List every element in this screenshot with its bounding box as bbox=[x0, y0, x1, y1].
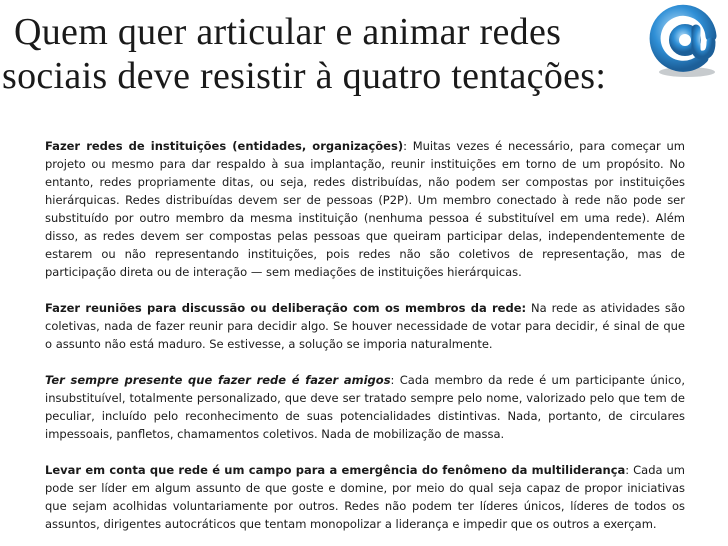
paragraph-body: : Cada membro da rede é um participante único, insubstituível, totalmente personalizado, que deve ser tratado sempre pelo nome, valorizado pelo que tem de peculiar, incluído pelo reconhecimento de suas potencialidades distintivas. Nada, portanto, de circulares impessoais, panfletos, chamamentos coletivos. Nada de mobilização de massa. bbox=[45, 373, 685, 441]
paragraph-friends bbox=[45, 371, 685, 443]
title-line-2: sociais deve resistir à quatro tentações: bbox=[2, 55, 607, 97]
slide-title bbox=[0, 10, 680, 98]
paragraph-lead: Levar em conta que rede é um campo para a emergência do fenômeno da multiliderança bbox=[45, 463, 626, 477]
paragraph-lead: Fazer redes de instituições (entidades, organizações) bbox=[45, 139, 404, 153]
paragraph-institutions bbox=[45, 137, 685, 281]
paragraph-body: Na rede as atividades são coletivas, nada de fazer reunir para decidir algo. Se houver necessidade de votar para decidir, é sinal de que o assunto não está maduro. Se estivesse, a solução se imporia naturalmente. bbox=[45, 301, 686, 351]
paragraph-meetings bbox=[45, 299, 685, 353]
paragraph-body: : Cada um pode ser líder em algum assunto de que goste e domine, por meio do qual seja capaz de propor iniciativas que sejam acolhidas voluntariamente por outros. Redes não podem ter líderes únicos, líderes de todos os assuntos, dirigentes autocráticos que tentam monopolizar a liderança e impedir que os outros a exerçam. bbox=[45, 463, 685, 531]
title-line-1: Quem quer articular e animar redes bbox=[14, 11, 562, 53]
content-body bbox=[45, 137, 685, 533]
at-sign-icon bbox=[645, 2, 725, 82]
paragraph-body: : Muitas vezes é necessário, para começar um projeto ou mesmo para dar respaldo à sua implantação, reunir instituições em torno de um propósito. No entanto, redes propriamente ditas, ou seja, redes distribuídas, não podem ser compostas por instituições hierárquicas. Redes distribuídas devem ser de pessoas (P2P). Um membro conectado à rede não pode ser substituído por outro membro da mesma instituição (nenhuma pessoa é substituível em uma rede). Além disso, as redes devem ser compostas pelas pessoas que queiram participar delas, independentemente de estarem ou não representando instituições, pois redes não são coletivos de representação, mas de participação direta ou de interação — sem mediações de instituições hierárquicas. bbox=[45, 139, 685, 279]
paragraph-lead: Ter sempre presente que fazer rede é fazer amigos bbox=[45, 373, 391, 387]
paragraph-lead: Fazer reuniões para discussão ou deliberação com os membros da rede: bbox=[45, 301, 527, 315]
paragraph-multileadership bbox=[45, 461, 685, 533]
